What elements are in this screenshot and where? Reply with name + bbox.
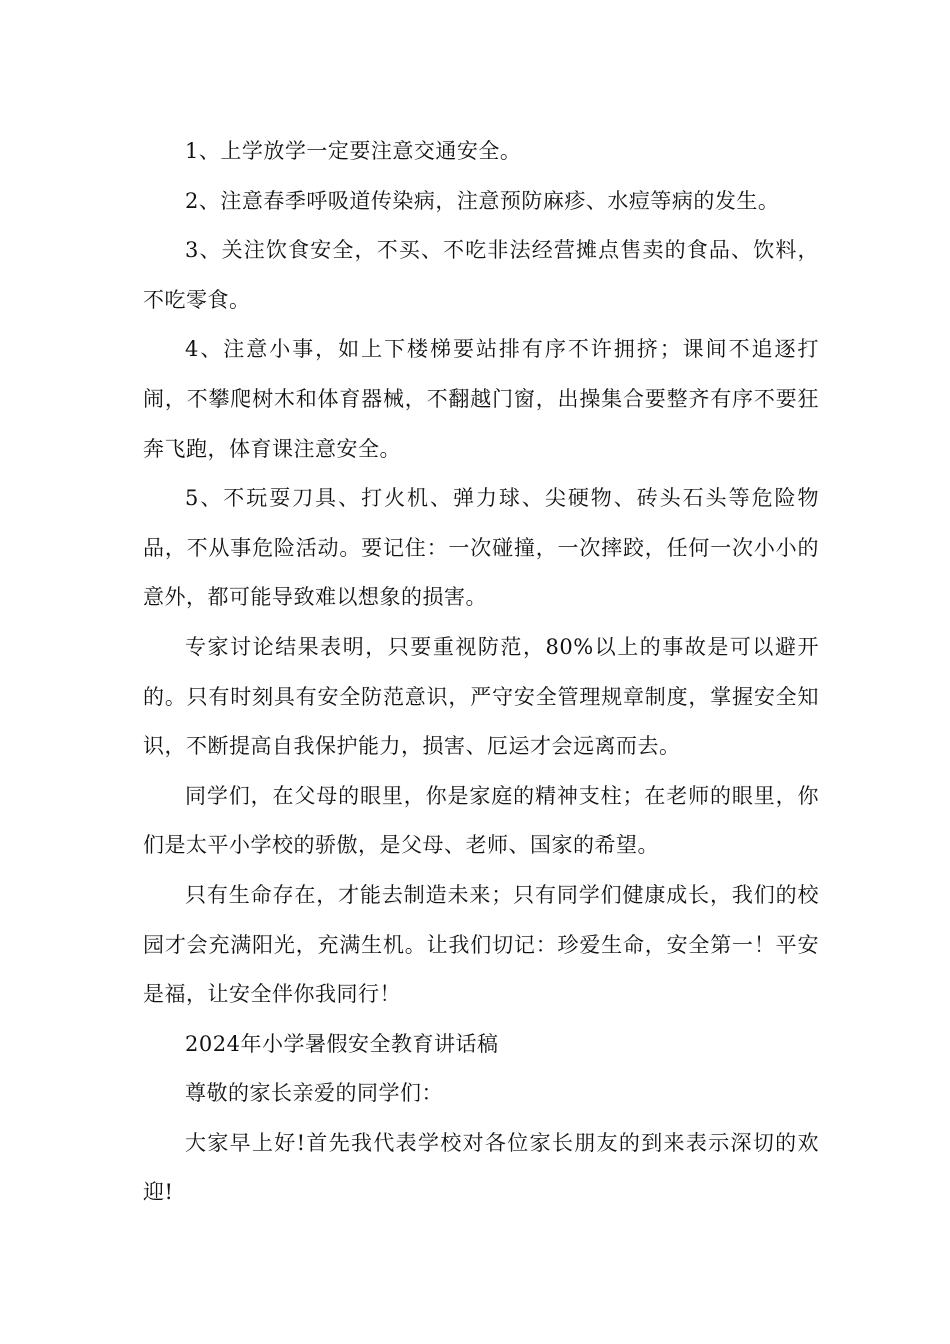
document-body (143, 127, 819, 1218)
paragraph-cherish-life: 只有生命存在，才能去制造未来；只有同学们健康成长，我们的校园才会充满阳光，充满生机。让我们切记：珍爱生命，安全第一！平安是福，让安全伴你我同行！ (143, 882, 819, 1007)
paragraph-infectious-disease: 2、注意春季呼吸道传染病，注意预防麻疹、水痘等病的发生。 (185, 188, 780, 213)
paragraph-students-hope: 同学们，在父母的眼里，你是家庭的精神支柱；在老师的眼里，你们是太平小学校的骄傲，是父母、老师、国家的希望。 (143, 783, 819, 858)
paragraph-expert-findings: 专家讨论结果表明，只要重视防范，80%以上的事故是可以避开的。只有时刻具有安全防范意识，严守安全管理规章制度，掌握安全知识，不断提高自我保护能力，损害、厄运才会远离而去。 (143, 634, 819, 759)
paragraph-traffic-safety: 1、上学放学一定要注意交通安全。 (185, 139, 522, 163)
paragraph-food-safety: 3、关注饮食安全，不买、不吃非法经营摊点售卖的食品、饮料，不吃零食。 (143, 238, 819, 312)
speech-title: 2024年小学暑假安全教育讲话稿 (185, 1031, 499, 1056)
speech-salutation: 尊敬的家长亲爱的同学们： (185, 1081, 443, 1106)
paragraph-small-matters: 4、注意小事，如上下楼梯要站排有序不许拥挤；课间不追逐打闹，不攀爬树木和体育器械，不翻越门窗，出操集合要整齐有序不要狂奔飞跑，体育课注意安全。 (143, 337, 819, 461)
paragraph-dangerous-items: 5、不玩耍刀具、打火机、弹力球、尖硬物、砖头石头等危险物品，不从事危险活动。要记住：一次碰撞，一次摔跤，任何一次小小的意外，都可能导致难以想象的损害。 (143, 486, 819, 610)
speech-greeting: 大家早上好!首先我代表学校对各位家长朋友的到来表示深切的欢迎! (143, 1130, 819, 1205)
